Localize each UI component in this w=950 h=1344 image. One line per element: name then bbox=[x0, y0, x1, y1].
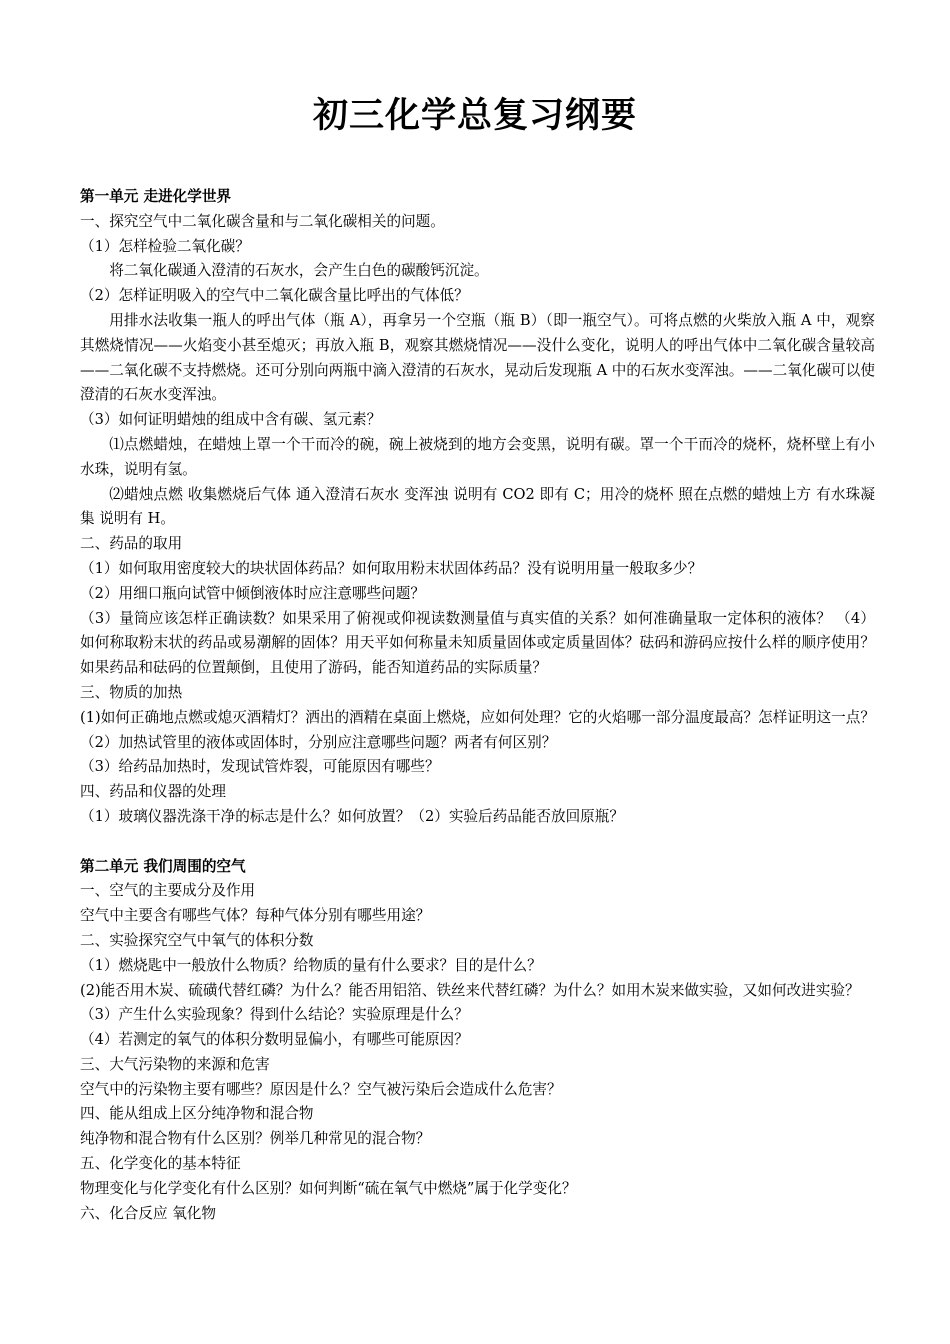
section-heading: 一、空气的主要成分及作用 bbox=[80, 882, 256, 900]
question: （3）如何证明蜡烛的组成中含有碳、氢元素？ bbox=[80, 411, 382, 429]
section-heading: 三、大气污染物的来源和危害 bbox=[80, 1055, 270, 1073]
answer-paragraph: ⑵蜡烛点燃 收集燃烧后气体 通入澄清石灰水 变浑浊 说明有 CO2 即有 C；用冷的烧杯 照在点燃的蜡烛上方 有水珠凝集 说明有 H。 bbox=[80, 485, 875, 528]
question: （2）用细口瓶向试管中倾倒液体时应注意哪些问题？ bbox=[80, 584, 425, 602]
question-paragraph: (2)能否用木炭、硫磺代替红磷？为什么？能否用铝箔、铁丝来代替红磷？为什么？如用木炭来做实验，又如何改进实验？ bbox=[80, 981, 860, 999]
section-heading: 五、化学变化的基本特征 bbox=[80, 1155, 241, 1173]
question-paragraph: （3）量筒应该怎样正确读数？如果采用了俯视或仰视读数测量值与真实值的关系？如何准确量取一定体积的液体？ （4）如何称取粉末状的药品或易潮解的固体？用天平如何称量未知质量固体或定质量固体？砝码和游码应按什么样的顺序使用？如果药品和砝码的位置颠倒，且使用了游码，能否知道药品的实际质量？ bbox=[80, 609, 875, 677]
question: （3）产生什么实验现象？得到什么结论？实验原理是什么？ bbox=[80, 1006, 469, 1024]
section-heading: 三、物质的加热 bbox=[80, 683, 183, 701]
spacer bbox=[80, 830, 875, 855]
question-paragraph: (1)如何正确地点燃或熄灭酒精灯？洒出的酒精在桌面上燃烧，应如何处理？它的火焰哪一部分温度最高？怎样证明这一点？（2）加热试管里的液体或固体时，分别应注意哪些问题？两者有何区别？ bbox=[80, 708, 875, 751]
question: 空气中的污染物主要有哪些？原因是什么？空气被污染后会造成什么危害？ bbox=[80, 1080, 562, 1098]
question: （2）怎样证明吸入的空气中二氧化碳含量比呼出的气体低？ bbox=[80, 287, 469, 305]
question: （1）怎样检验二氧化碳？ bbox=[80, 237, 250, 255]
question: （3）给药品加热时，发现试管炸裂，可能原因有哪些？ bbox=[80, 758, 440, 776]
question: （1）玻璃仪器洗涤干净的标志是什么？如何放置？（2）实验后药品能否放回原瓶？ bbox=[80, 807, 624, 825]
answer-paragraph: 用排水法收集一瓶人的呼出气体（瓶 A），再拿另一个空瓶（瓶 B）（即一瓶空气）。可将点燃的火柴放入瓶 A 中，观察其燃烧情况——火焰变小甚至熄灭；再放入瓶 B，观察其燃烧情况——没什么变化，说明人的呼出气体中二氧化碳含量较高——二氧化碳不支持燃烧。还可分别向两瓶中滴入澄清的石灰水，晃动后发现瓶 A 中的石灰水变浑浊。——二氧化碳可以使澄清的石灰水变浑浊。 bbox=[80, 311, 875, 404]
section-heading: 二、实验探究空气中氧气的体积分数 bbox=[80, 931, 314, 949]
answer-paragraph: ⑴点燃蜡烛，在蜡烛上罩一个干而冷的碗，碗上被烧到的地方会变黑，说明有碳。罩一个干而冷的烧杯，烧杯壁上有小水珠，说明有氢。 bbox=[80, 435, 875, 478]
page-title: 初三化学总复习纲要 bbox=[312, 96, 637, 136]
question: 空气中主要含有哪些气体？每种气体分别有哪些用途？ bbox=[80, 907, 431, 925]
document-body bbox=[80, 185, 875, 1226]
question: （4）若测定的氧气的体积分数明显偏小，有哪些可能原因？ bbox=[80, 1031, 469, 1049]
unit2-heading: 第二单元 我们周围的空气 bbox=[80, 857, 246, 875]
question: （1）如何取用密度较大的块状固体药品？如何取用粉末状固体药品？没有说明用量一般取多少？ bbox=[80, 559, 703, 577]
question: （1）燃烧匙中一般放什么物质？给物质的量有什么要求？目的是什么？ bbox=[80, 956, 542, 974]
section-heading: 四、药品和仪器的处理 bbox=[80, 783, 226, 801]
question: 纯净物和混合物有什么区别？例举几种常见的混合物？ bbox=[80, 1130, 431, 1148]
section-heading: 一、探究空气中二氧化碳含量和与二氧化碳相关的问题。 bbox=[80, 212, 445, 230]
section-heading: 二、药品的取用 bbox=[80, 535, 183, 553]
section-heading: 四、能从组成上区分纯净物和混合物 bbox=[80, 1105, 314, 1123]
section-heading: 六、化合反应 氧化物 bbox=[80, 1204, 216, 1222]
question: 物理变化与化学变化有什么区别？如何判断“硫在氧气中燃烧”属于化学变化？ bbox=[80, 1179, 577, 1197]
unit1-heading: 第一单元 走进化学世界 bbox=[80, 188, 232, 205]
answer: 将二氧化碳通入澄清的石灰水，会产生白色的碳酸钙沉淀。 bbox=[109, 262, 489, 280]
